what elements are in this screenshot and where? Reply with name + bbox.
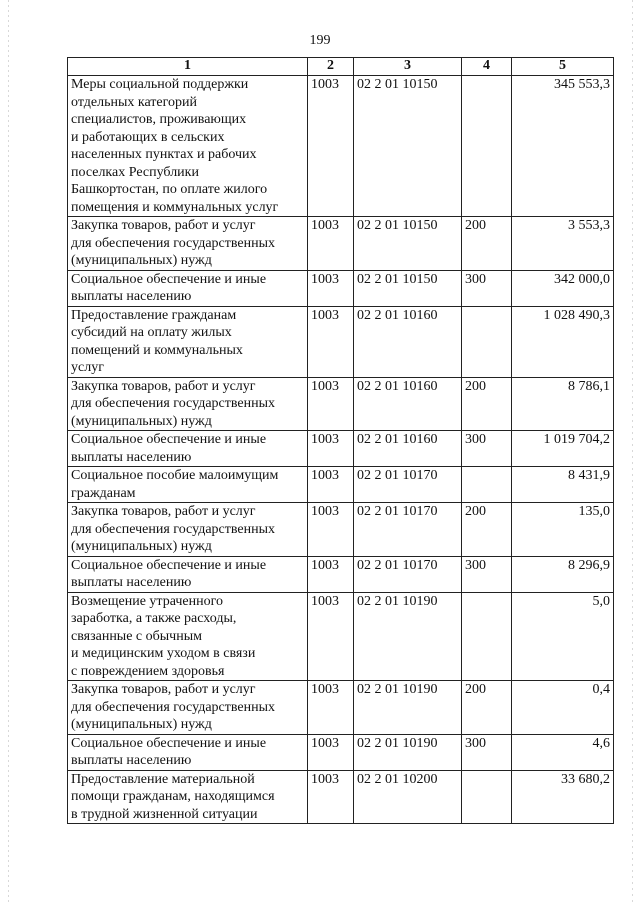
cell-target-code: 02 2 01 10190 (354, 734, 462, 770)
cell-target-code: 02 2 01 10190 (354, 592, 462, 681)
cell-amount: 8 431,9 (512, 467, 614, 503)
table-row (68, 734, 614, 770)
cell-target-code: 02 2 01 10190 (354, 681, 462, 735)
cell-amount: 1 019 704,2 (512, 431, 614, 467)
header-row (68, 58, 614, 76)
header-col-target: 3 (354, 58, 462, 76)
cell-name: Закупка товаров, работ и услуг для обеспечения государственных (муниципальных) нужд (68, 681, 308, 735)
cell-section: 1003 (308, 770, 354, 824)
cell-section: 1003 (308, 306, 354, 377)
scan-edge-left (8, 0, 9, 905)
cell-target-code: 02 2 01 10170 (354, 503, 462, 557)
cell-expense-type (462, 306, 512, 377)
cell-expense-type (462, 770, 512, 824)
cell-section: 1003 (308, 592, 354, 681)
table-row (68, 431, 614, 467)
cell-section: 1003 (308, 467, 354, 503)
header-col-section: 2 (308, 58, 354, 76)
cell-name: Меры социальной поддержки отдельных категорий специалистов, проживающих и работающих в сельских населенных пунктах и рабочих поселках Республики Башкортостан, по оплате жилого помещения и коммунальных услуг (68, 76, 308, 217)
cell-expense-type: 300 (462, 270, 512, 306)
cell-amount: 1 028 490,3 (512, 306, 614, 377)
cell-expense-type (462, 76, 512, 217)
cell-target-code: 02 2 01 10150 (354, 217, 462, 271)
scan-edge-right (632, 0, 633, 905)
cell-expense-type: 200 (462, 503, 512, 557)
cell-expense-type: 300 (462, 556, 512, 592)
cell-section: 1003 (308, 270, 354, 306)
cell-amount: 342 000,0 (512, 270, 614, 306)
cell-target-code: 02 2 01 10160 (354, 431, 462, 467)
cell-name: Закупка товаров, работ и услуг для обеспечения государственных (муниципальных) нужд (68, 503, 308, 557)
cell-name: Социальное обеспечение и иные выплаты населению (68, 734, 308, 770)
cell-amount: 0,4 (512, 681, 614, 735)
table-row (68, 592, 614, 681)
cell-section: 1003 (308, 377, 354, 431)
table-row (68, 270, 614, 306)
cell-expense-type: 200 (462, 217, 512, 271)
cell-amount: 4,6 (512, 734, 614, 770)
cell-amount: 345 553,3 (512, 76, 614, 217)
cell-target-code: 02 2 01 10150 (354, 270, 462, 306)
cell-target-code: 02 2 01 10170 (354, 556, 462, 592)
table-row (68, 770, 614, 824)
cell-expense-type (462, 592, 512, 681)
cell-amount: 8 786,1 (512, 377, 614, 431)
cell-amount: 8 296,9 (512, 556, 614, 592)
cell-name: Социальное обеспечение и иные выплаты населению (68, 556, 308, 592)
budget-table (67, 57, 614, 824)
cell-target-code: 02 2 01 10160 (354, 377, 462, 431)
cell-section: 1003 (308, 556, 354, 592)
cell-name: Закупка товаров, работ и услуг для обеспечения государственных (муниципальных) нужд (68, 377, 308, 431)
cell-section: 1003 (308, 503, 354, 557)
cell-expense-type: 300 (462, 431, 512, 467)
cell-expense-type: 200 (462, 681, 512, 735)
table-row (68, 556, 614, 592)
cell-target-code: 02 2 01 10170 (354, 467, 462, 503)
header-col-type: 4 (462, 58, 512, 76)
cell-section: 1003 (308, 431, 354, 467)
cell-expense-type: 200 (462, 377, 512, 431)
header-col-amount: 5 (512, 58, 614, 76)
cell-name: Предоставление гражданам субсидий на оплату жилых помещений и коммунальных услуг (68, 306, 308, 377)
cell-section: 1003 (308, 734, 354, 770)
cell-expense-type: 300 (462, 734, 512, 770)
cell-name: Социальное обеспечение и иные выплаты населению (68, 270, 308, 306)
cell-amount: 135,0 (512, 503, 614, 557)
table-row (68, 76, 614, 217)
cell-name: Социальное обеспечение и иные выплаты населению (68, 431, 308, 467)
cell-name: Закупка товаров, работ и услуг для обеспечения государственных (муниципальных) нужд (68, 217, 308, 271)
cell-name: Предоставление материальной помощи гражданам, находящимся в трудной жизненной ситуации (68, 770, 308, 824)
table-row (68, 467, 614, 503)
table-row (68, 217, 614, 271)
table-row (68, 681, 614, 735)
cell-amount: 33 680,2 (512, 770, 614, 824)
cell-target-code: 02 2 01 10200 (354, 770, 462, 824)
table-body (68, 76, 614, 824)
cell-target-code: 02 2 01 10150 (354, 76, 462, 217)
cell-section: 1003 (308, 217, 354, 271)
table-row (68, 377, 614, 431)
cell-section: 1003 (308, 681, 354, 735)
table-row (68, 306, 614, 377)
cell-name: Социальное пособие малоимущим гражданам (68, 467, 308, 503)
cell-name: Возмещение утраченного заработка, а также расходы, связанные с обычным и медицинским уходом в связи с повреждением здоровья (68, 592, 308, 681)
table-row (68, 503, 614, 557)
cell-expense-type (462, 467, 512, 503)
cell-amount: 5,0 (512, 592, 614, 681)
cell-section: 1003 (308, 76, 354, 217)
cell-target-code: 02 2 01 10160 (354, 306, 462, 377)
page-number: 199 (309, 33, 331, 48)
header-col-name: 1 (68, 58, 308, 76)
cell-amount: 3 553,3 (512, 217, 614, 271)
